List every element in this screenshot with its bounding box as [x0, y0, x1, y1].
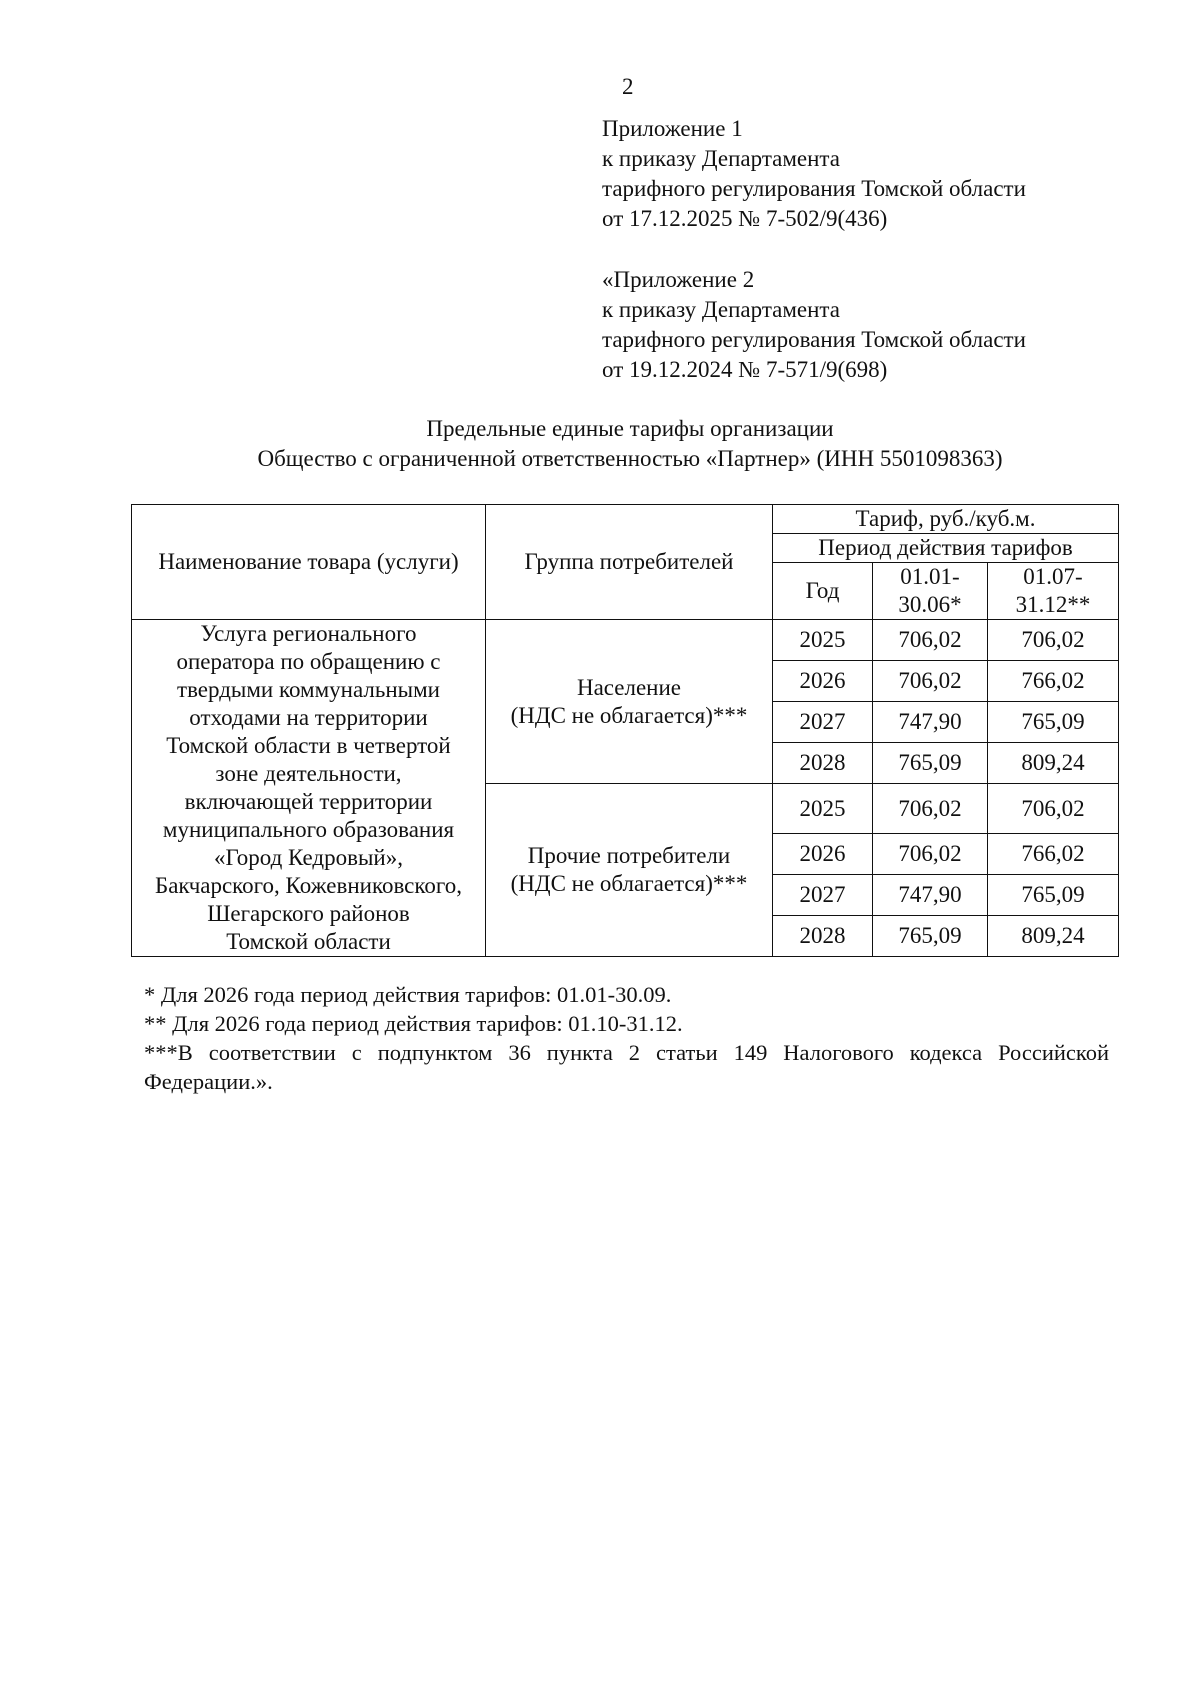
year-cell: 2025	[773, 784, 873, 834]
header-period-2-start: 01.07-	[1023, 564, 1083, 589]
service-line: Томской области	[226, 929, 391, 954]
table-row	[132, 620, 1119, 661]
consumer-group-name: Население	[576, 674, 682, 700]
footnotes	[144, 980, 1109, 1096]
year-cell: 2027	[773, 702, 873, 743]
tariff-cell-p2: 765,09	[988, 702, 1119, 743]
appendix-1-line: к приказу Департамента	[602, 146, 840, 171]
tariff-cell-p2: 766,02	[988, 834, 1119, 875]
year-cell: 2027	[773, 875, 873, 916]
service-line: Шегарского районов	[207, 901, 410, 926]
service-description	[132, 620, 486, 957]
header-tariff: Тариф, руб./куб.м.	[773, 505, 1119, 534]
header-group: Группа потребителей	[486, 505, 773, 620]
header-period-1-end: 30.06*	[898, 592, 962, 617]
tariff-cell-p1: 706,02	[873, 834, 988, 875]
header-year: Год	[773, 563, 873, 620]
service-line: «Город Кедровый»,	[213, 845, 403, 870]
header-period-1-start: 01.01-	[900, 564, 960, 589]
tariff-table	[131, 504, 1119, 957]
appendix-1-line: тарифного регулирования Томской области	[602, 176, 1026, 201]
tariff-cell-p2: 809,24	[988, 916, 1119, 957]
appendix-2-line: тарифного регулирования Томской области	[602, 327, 1026, 352]
tariff-cell-p1: 706,02	[873, 661, 988, 702]
service-line: Услуга регионального	[200, 621, 417, 646]
year-cell: 2025	[773, 620, 873, 661]
appendix-2-header	[602, 265, 1026, 385]
consumer-group-other	[486, 784, 773, 957]
header-period-2	[988, 563, 1119, 620]
document-title	[0, 414, 1200, 474]
year-cell: 2028	[773, 916, 873, 957]
header-row	[132, 505, 1119, 534]
tariff-cell-p1: 706,02	[873, 620, 988, 661]
service-line: зоне деятельности,	[215, 761, 402, 786]
appendix-2-line: от 19.12.2024 № 7-571/9(698)	[602, 357, 888, 382]
year-cell: 2026	[773, 661, 873, 702]
tariff-cell-p2: 809,24	[988, 743, 1119, 784]
footnote-3: ***В соответствии с подпунктом 36 пункта 2 статьи 149 Налогового кодекса Российской Федерации.».	[144, 1040, 1109, 1094]
service-line: твердыми коммунальными	[177, 677, 440, 702]
tariff-cell-p2: 765,09	[988, 875, 1119, 916]
page-number: 2	[622, 74, 634, 99]
tariff-cell-p2: 706,02	[988, 620, 1119, 661]
service-line: Бакчарского, Кожевниковского,	[155, 873, 462, 898]
tariff-cell-p2: 706,02	[988, 784, 1119, 834]
footnote-1: * Для 2026 года период действия тарифов: 01.01-30.09.	[144, 982, 672, 1007]
tariff-cell-p1: 765,09	[873, 916, 988, 957]
service-line: муниципального образования	[162, 817, 455, 842]
consumer-group-note: (НДС не облагается)***	[510, 871, 748, 896]
tariff-cell-p1: 706,02	[873, 784, 988, 834]
service-line: оператора по обращению с	[176, 649, 441, 674]
title-line-2: Общество с ограниченной ответственностью «Партнер» (ИНН 5501098363)	[257, 446, 1003, 471]
footnote-2: ** Для 2026 года период действия тарифов: 01.10-31.12.	[144, 1011, 683, 1036]
appendix-2-line: к приказу Департамента	[602, 297, 840, 322]
consumer-group-name: Прочие потребители	[527, 843, 731, 868]
service-line: включающей территории	[184, 789, 433, 814]
title-line-1: Предельные единые тарифы организации	[426, 416, 834, 441]
tariff-cell-p1: 747,90	[873, 702, 988, 743]
tariff-cell-p2: 766,02	[988, 661, 1119, 702]
header-period-1	[873, 563, 988, 620]
appendix-1-line: от 17.12.2025 № 7-502/9(436)	[602, 206, 888, 231]
appendix-1-line: Приложение 1	[602, 116, 743, 141]
year-cell: 2028	[773, 743, 873, 784]
header-period: Период действия тарифов	[773, 534, 1119, 563]
consumer-group-population	[486, 620, 773, 784]
consumer-group-note: (НДС не облагается)***	[510, 702, 748, 728]
year-cell: 2026	[773, 834, 873, 875]
header-product: Наименование товара (услуги)	[132, 505, 486, 620]
header-period-2-end: 31.12**	[1015, 592, 1091, 617]
tariff-cell-p1: 747,90	[873, 875, 988, 916]
appendix-1-header	[602, 114, 1026, 234]
appendix-2-line: «Приложение 2	[602, 267, 755, 292]
service-line: отходами на территории	[189, 705, 428, 730]
service-line: Томской области в четвертой	[166, 733, 451, 758]
tariff-cell-p1: 765,09	[873, 743, 988, 784]
